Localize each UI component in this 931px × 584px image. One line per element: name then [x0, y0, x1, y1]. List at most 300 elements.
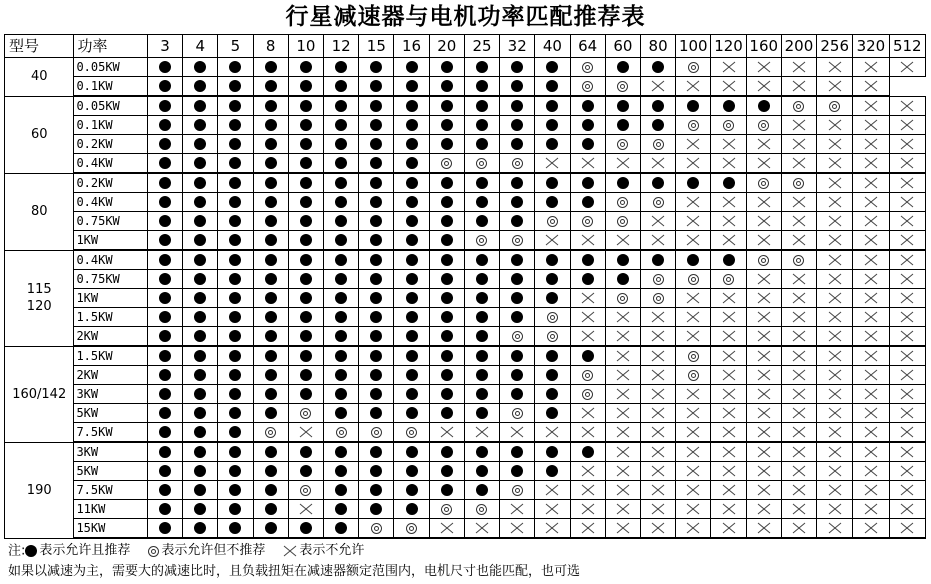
filled-circle-icon [194, 426, 206, 438]
cross-icon [792, 80, 806, 92]
rating-cell [711, 366, 746, 385]
rating-cell [218, 308, 253, 327]
power-cell: 0.4KW [74, 193, 147, 212]
rating-cell [183, 270, 218, 289]
cross-icon [900, 369, 914, 381]
filled-circle-icon [300, 157, 312, 169]
double-circle-icon [617, 197, 628, 208]
cross-icon [545, 484, 559, 496]
rating-cell [500, 77, 535, 97]
rating-cell [253, 385, 288, 404]
rating-cell [746, 77, 781, 97]
rating-cell [535, 500, 570, 519]
cross-icon [581, 311, 595, 323]
rating-cell [535, 77, 570, 97]
rating-cell [288, 212, 323, 231]
power-cell: 1.5KW [74, 308, 147, 327]
rating-cell [535, 193, 570, 212]
rating-cell [889, 462, 925, 481]
cross-icon [722, 215, 736, 227]
filled-circle-icon [617, 254, 629, 266]
matching-table [4, 34, 926, 539]
filled-circle-icon [159, 330, 171, 342]
cross-icon [545, 234, 559, 246]
cross-icon [616, 350, 630, 362]
rating-cell [570, 250, 605, 270]
rating-cell [711, 462, 746, 481]
filled-circle-icon [652, 254, 664, 266]
filled-circle-icon [652, 119, 664, 131]
rating-cell [359, 250, 394, 270]
filled-circle-icon [511, 215, 523, 227]
cross-icon [581, 330, 595, 342]
rating-cell [535, 289, 570, 308]
filled-circle-icon [265, 522, 277, 534]
cross-icon [792, 138, 806, 150]
double-circle-icon [617, 81, 628, 92]
double-circle-icon [688, 370, 699, 381]
rating-cell [640, 308, 675, 327]
filled-circle-icon [441, 350, 453, 362]
rating-cell [464, 231, 499, 251]
filled-circle-icon [511, 196, 523, 208]
filled-circle-icon [370, 465, 382, 477]
cross-icon [900, 61, 914, 73]
cross-icon [828, 119, 842, 131]
rating-cell [817, 231, 853, 251]
rating-cell [359, 96, 394, 116]
cross-icon [900, 522, 914, 534]
rating-cell [711, 270, 746, 289]
rating-cell [889, 442, 925, 462]
filled-circle-icon [300, 119, 312, 131]
rating-cell [640, 173, 675, 193]
rating-cell [324, 308, 359, 327]
rating-cell [147, 442, 182, 462]
cross-icon [900, 503, 914, 515]
filled-circle-icon [194, 484, 206, 496]
cross-icon [581, 426, 595, 438]
rating-cell [218, 346, 253, 366]
filled-circle-icon [265, 215, 277, 227]
double-circle-icon [476, 158, 487, 169]
rating-cell [640, 385, 675, 404]
rating-cell [183, 385, 218, 404]
rating-cell [183, 231, 218, 251]
double-circle-icon [829, 101, 840, 112]
filled-circle-icon [229, 330, 241, 342]
filled-circle-icon [406, 119, 418, 131]
rating-cell [853, 116, 889, 135]
rating-cell [218, 289, 253, 308]
filled-circle-icon [159, 80, 171, 92]
rating-cell [218, 193, 253, 212]
cross-icon [828, 465, 842, 477]
cross-icon [864, 138, 878, 150]
cross-icon [864, 388, 878, 400]
rating-cell [889, 481, 925, 500]
legend-text: 表示允许且推荐 [39, 543, 131, 558]
cross-icon [686, 484, 700, 496]
rating-cell [464, 289, 499, 308]
rating-cell [253, 193, 288, 212]
rating-cell [429, 212, 464, 231]
filled-circle-icon [194, 503, 206, 515]
double-circle-icon [300, 408, 311, 419]
cross-icon [828, 177, 842, 189]
filled-circle-icon [546, 292, 558, 304]
filled-circle-icon [723, 100, 735, 112]
rating-cell [889, 58, 925, 77]
cross-icon [722, 80, 736, 92]
rating-cell [711, 173, 746, 193]
rating-cell [500, 135, 535, 154]
rating-cell [288, 77, 323, 97]
table-row [5, 96, 926, 116]
rating-cell [817, 519, 853, 539]
cross-icon [757, 138, 771, 150]
ratio-header: 256 [817, 35, 853, 58]
rating-cell [640, 231, 675, 251]
rating-cell [746, 346, 781, 366]
rating-cell [147, 212, 182, 231]
cross-icon [828, 522, 842, 534]
legend-item [283, 541, 364, 562]
power-cell: 0.4KW [74, 250, 147, 270]
filled-circle-icon [687, 254, 699, 266]
filled-circle-icon [335, 80, 347, 92]
rating-cell [676, 308, 711, 327]
cross-icon [757, 503, 771, 515]
legend-line [8, 541, 580, 562]
rating-cell [781, 193, 816, 212]
rating-cell [147, 327, 182, 347]
cross-icon [828, 503, 842, 515]
rating-cell [359, 231, 394, 251]
double-circle-icon [476, 235, 487, 246]
rating-cell [781, 135, 816, 154]
rating-cell [817, 442, 853, 462]
filled-circle-icon [476, 350, 488, 362]
filled-circle-icon [194, 273, 206, 285]
rating-cell [535, 385, 570, 404]
rating-cell [535, 462, 570, 481]
rating-cell [500, 366, 535, 385]
rating-cell [535, 212, 570, 231]
double-circle-icon [617, 139, 628, 150]
rating-cell [288, 346, 323, 366]
cross-icon [616, 311, 630, 323]
rating-cell [535, 404, 570, 423]
filled-circle-icon [229, 369, 241, 381]
filled-circle-icon [229, 119, 241, 131]
rating-cell [746, 462, 781, 481]
filled-circle-icon [194, 311, 206, 323]
rating-cell [746, 250, 781, 270]
rating-cell [535, 231, 570, 251]
cross-icon [651, 369, 665, 381]
ratio-header: 100 [676, 35, 711, 58]
filled-circle-icon [370, 234, 382, 246]
filled-circle-icon [406, 311, 418, 323]
rating-cell [183, 519, 218, 539]
filled-circle-icon [546, 119, 558, 131]
filled-circle-icon [687, 177, 699, 189]
rating-cell [288, 270, 323, 289]
rating-cell [253, 442, 288, 462]
double-circle-icon [371, 523, 382, 534]
rating-cell [218, 423, 253, 443]
rating-cell [853, 212, 889, 231]
filled-circle-icon [159, 273, 171, 285]
rating-cell [183, 327, 218, 347]
rating-cell [640, 212, 675, 231]
double-circle-icon [406, 523, 417, 534]
filled-circle-icon [159, 446, 171, 458]
ratio-header: 8 [253, 35, 288, 58]
cross-icon [475, 426, 489, 438]
rating-cell [253, 404, 288, 423]
rating-cell [535, 519, 570, 539]
cross-icon [864, 273, 878, 285]
rating-cell [781, 327, 816, 347]
cross-icon [864, 484, 878, 496]
rating-cell [640, 96, 675, 116]
double-circle-icon [512, 331, 523, 342]
double-circle-icon [653, 274, 664, 285]
filled-circle-icon [370, 446, 382, 458]
rating-cell [605, 385, 640, 404]
rating-cell [359, 193, 394, 212]
cross-icon [864, 503, 878, 515]
filled-circle-icon [617, 119, 629, 131]
filled-circle-icon [159, 234, 171, 246]
cross-icon [792, 196, 806, 208]
rating-cell [853, 58, 889, 77]
cross-icon [828, 138, 842, 150]
rating-cell [570, 58, 605, 77]
rating-cell [711, 308, 746, 327]
rating-cell [817, 385, 853, 404]
filled-circle-icon [723, 254, 735, 266]
rating-cell [183, 481, 218, 500]
rating-cell [183, 423, 218, 443]
model-cell: 40 [5, 58, 74, 97]
cross-icon [900, 254, 914, 266]
rating-cell [324, 212, 359, 231]
cross-icon [686, 446, 700, 458]
filled-circle-icon [265, 234, 277, 246]
table-row [5, 173, 926, 193]
filled-circle-icon [194, 80, 206, 92]
cross-icon [864, 369, 878, 381]
double-circle-icon [793, 101, 804, 112]
ratio-header: 10 [288, 35, 323, 58]
cross-icon [616, 234, 630, 246]
double-circle-icon [653, 139, 664, 150]
rating-cell [853, 385, 889, 404]
cross-icon [581, 522, 595, 534]
rating-cell [781, 462, 816, 481]
rating-cell [359, 154, 394, 174]
filled-circle-icon [476, 330, 488, 342]
rating-cell [429, 366, 464, 385]
filled-circle-icon [511, 177, 523, 189]
cross-icon [545, 426, 559, 438]
rating-cell [500, 173, 535, 193]
filled-circle-icon [476, 138, 488, 150]
rating-cell [853, 481, 889, 500]
rating-cell [359, 212, 394, 231]
filled-circle-icon [652, 61, 664, 73]
rating-cell [147, 404, 182, 423]
rating-cell [359, 173, 394, 193]
filled-circle-icon [406, 196, 418, 208]
filled-circle-icon [476, 196, 488, 208]
rating-cell [394, 116, 429, 135]
filled-circle-icon [406, 177, 418, 189]
rating-cell [605, 193, 640, 212]
rating-cell [746, 385, 781, 404]
cross-icon [828, 292, 842, 304]
rating-cell [394, 519, 429, 539]
filled-circle-icon [370, 157, 382, 169]
filled-circle-icon [159, 350, 171, 362]
filled-circle-icon [194, 350, 206, 362]
cross-icon [616, 369, 630, 381]
filled-circle-icon [300, 177, 312, 189]
filled-circle-icon [159, 119, 171, 131]
filled-circle-icon [335, 522, 347, 534]
rating-cell [218, 270, 253, 289]
cross-icon [864, 177, 878, 189]
rating-cell [853, 270, 889, 289]
rating-cell [359, 308, 394, 327]
cross-icon [828, 446, 842, 458]
filled-circle-icon [582, 446, 594, 458]
rating-cell [817, 58, 853, 77]
cross-icon [792, 157, 806, 169]
power-cell: 0.4KW [74, 154, 147, 174]
filled-circle-icon [335, 330, 347, 342]
rating-cell [605, 519, 640, 539]
rating-cell [676, 96, 711, 116]
ratio-header: 160 [746, 35, 781, 58]
rating-cell [218, 173, 253, 193]
cross-icon [757, 388, 771, 400]
filled-circle-icon [194, 234, 206, 246]
rating-cell [889, 116, 925, 135]
cross-icon [792, 330, 806, 342]
cross-icon [651, 503, 665, 515]
rating-cell [853, 346, 889, 366]
rating-cell [429, 404, 464, 423]
rating-cell [429, 96, 464, 116]
rating-cell [535, 154, 570, 174]
rating-cell [535, 308, 570, 327]
table-row [5, 77, 926, 97]
rating-cell [781, 173, 816, 193]
filled-circle-icon [194, 61, 206, 73]
rating-cell [253, 500, 288, 519]
rating-cell [570, 462, 605, 481]
cross-icon [900, 465, 914, 477]
cross-icon [900, 157, 914, 169]
filled-circle-icon [159, 138, 171, 150]
rating-cell [183, 500, 218, 519]
rating-cell [889, 366, 925, 385]
ratio-header: 15 [359, 35, 394, 58]
filled-circle-icon [229, 61, 241, 73]
rating-cell [853, 462, 889, 481]
rating-cell [500, 154, 535, 174]
rating-cell [429, 173, 464, 193]
filled-circle-icon [300, 311, 312, 323]
filled-circle-icon [582, 273, 594, 285]
rating-cell [676, 270, 711, 289]
cross-icon [510, 522, 524, 534]
filled-circle-icon [194, 330, 206, 342]
cross-icon [686, 311, 700, 323]
filled-circle-icon [441, 311, 453, 323]
cross-icon [616, 157, 630, 169]
rating-cell [676, 423, 711, 443]
filled-circle-icon [406, 273, 418, 285]
rating-cell [781, 385, 816, 404]
filled-circle-icon [335, 157, 347, 169]
ratio-header: 32 [500, 35, 535, 58]
rating-cell [429, 116, 464, 135]
cross-icon [792, 369, 806, 381]
filled-circle-icon [159, 484, 171, 496]
cross-icon [864, 311, 878, 323]
filled-circle-icon [265, 196, 277, 208]
filled-circle-icon [370, 196, 382, 208]
filled-circle-icon [194, 292, 206, 304]
rating-cell [889, 423, 925, 443]
cross-icon [510, 503, 524, 515]
filled-circle-icon [511, 292, 523, 304]
rating-cell [711, 231, 746, 251]
rating-cell [429, 423, 464, 443]
double-circle-icon [617, 293, 628, 304]
filled-circle-icon [159, 407, 171, 419]
rating-cell [429, 77, 464, 97]
rating-cell [359, 77, 394, 97]
rating-cell [781, 58, 816, 77]
cross-icon [651, 388, 665, 400]
double-circle-icon [793, 178, 804, 189]
filled-circle-icon [476, 119, 488, 131]
filled-circle-icon [300, 61, 312, 73]
filled-circle-icon [300, 330, 312, 342]
double-circle-icon [688, 274, 699, 285]
rating-cell [288, 289, 323, 308]
filled-circle-icon [335, 273, 347, 285]
double-circle-icon [512, 158, 523, 169]
rating-cell [288, 481, 323, 500]
filled-circle-icon [406, 330, 418, 342]
cross-icon [686, 522, 700, 534]
filled-circle-icon [335, 350, 347, 362]
power-cell: 15KW [74, 519, 147, 539]
cross-icon [828, 61, 842, 73]
filled-circle-icon [476, 311, 488, 323]
filled-circle-icon [265, 80, 277, 92]
table-row [5, 154, 926, 174]
cross-icon [722, 311, 736, 323]
cross-icon [828, 407, 842, 419]
